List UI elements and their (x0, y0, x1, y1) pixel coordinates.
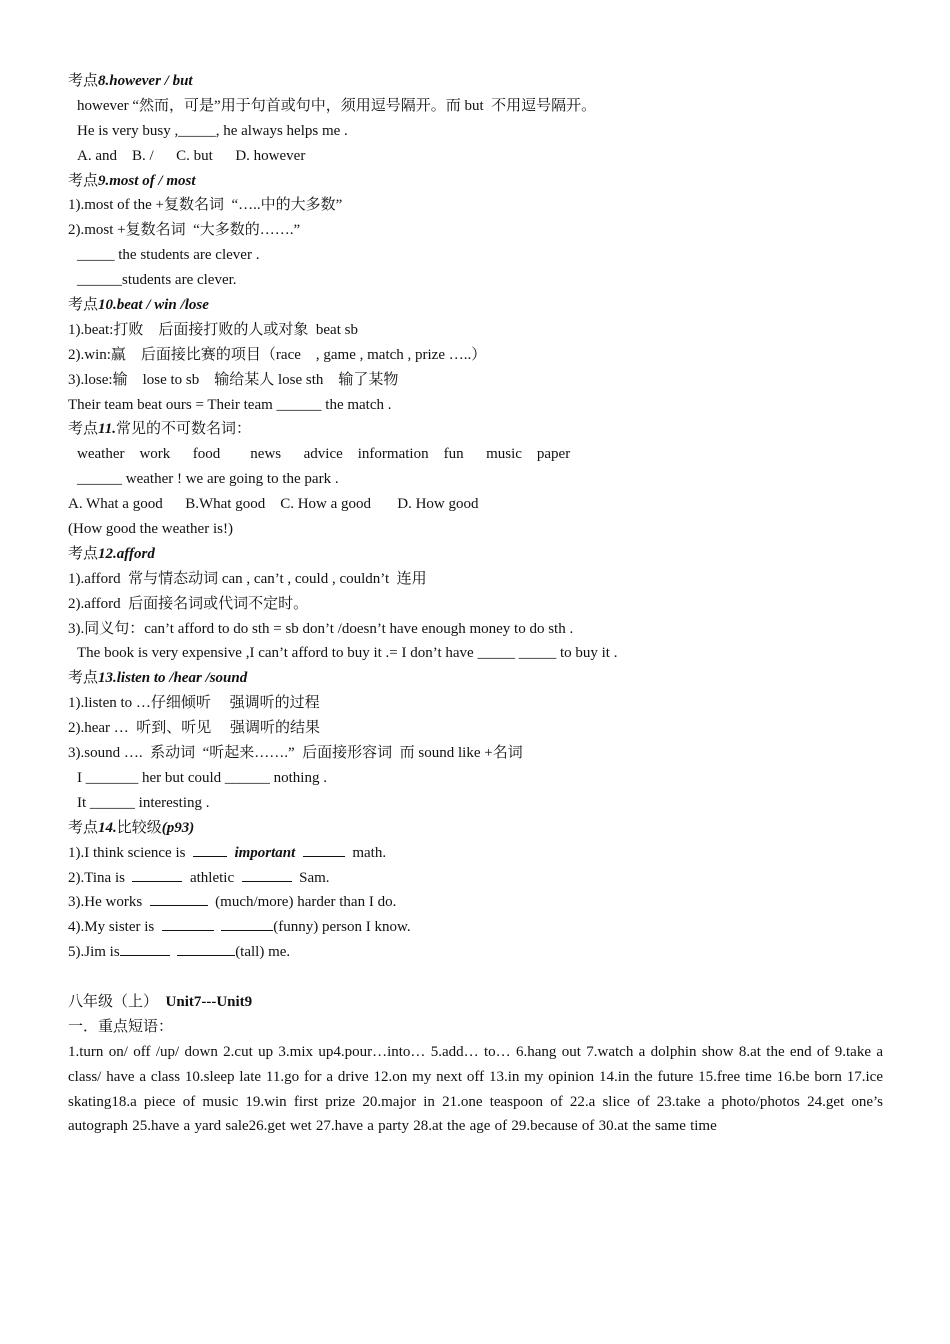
exercise-line (68, 915, 883, 940)
section-heading-14 (68, 816, 883, 841)
exercise-text: (funny) person I know. (273, 919, 411, 936)
section-heading-9 (68, 169, 883, 194)
unit-subheading: 一．重点短语： (68, 1018, 174, 1035)
exercise-line (68, 890, 883, 915)
exercise-line (68, 841, 883, 866)
heading-number: 14. (98, 819, 117, 836)
unit-grade: 八年级（上） (68, 993, 159, 1010)
unit-title (68, 990, 883, 1015)
blank-line (162, 916, 214, 931)
exercise-line: The book is very expensive ,I can’t afford to buy it .= I don’t have _____ _____ to buy it . (77, 645, 618, 662)
blank-line (193, 842, 227, 857)
text-line: 1).listen to …仔细倾听 强调听的过程 (68, 695, 320, 712)
choices-line: A. What a good B.What good C. How a good D. How good (68, 496, 479, 513)
exercise-line: I _______ her but could ______ nothing . (77, 769, 327, 786)
heading-topic: 比较级 (116, 819, 162, 836)
exercise-text: 2).Tina is (68, 869, 125, 886)
exercise-keyword: important (234, 844, 296, 861)
text-line: 1).most of the +复数名词 “…..中的大多数” (68, 197, 343, 214)
exercise-line: It ______ interesting . (77, 794, 210, 811)
exercise-line: Their team beat ours = Their team ______ the match . (68, 396, 392, 413)
heading-prefix: 考点 (68, 545, 99, 562)
exercise-text: (tall) me. (235, 944, 291, 961)
text-line: 2).afford 后面接名词或代词不定时。 (68, 595, 309, 612)
heading-topic: 9.most of / most (98, 172, 196, 189)
text-line: 3).同义句：can’t afford to do sth = sb don’t /doesn’t have enough money to do sth . (68, 620, 574, 637)
text-line: 2).most +复数名词 “大多数的…….” (68, 222, 301, 239)
blank-line (303, 842, 345, 857)
text-line: 3).sound …. 系动词 “听起来…….” 后面接形容词 而 sound like +名词 (68, 745, 523, 762)
heading-prefix: 考点 (68, 670, 99, 687)
heading-topic: 13.listen to /hear /sound (98, 670, 248, 687)
exercise-line (68, 940, 883, 965)
heading-topic: 8.however / but (98, 73, 193, 89)
exercise-text: (much/more) harder than I do. (215, 894, 397, 911)
blank-line (150, 891, 208, 906)
choices-line: A. and B. / C. but D. however (77, 147, 306, 164)
heading-prefix: 考点 (68, 421, 99, 438)
section-heading-8 (68, 69, 883, 94)
blank-line (132, 867, 182, 882)
word-list-line: weather work food news advice information fun music paper (77, 446, 571, 463)
section-heading-12 (68, 542, 883, 567)
heading-prefix: 考点 (68, 172, 99, 189)
blank-line (242, 867, 292, 882)
exercise-text: math. (352, 844, 387, 861)
exercise-line: ______students are clever. (77, 272, 237, 289)
text-line: 3).lose:输 lose to sb 输给某人 lose sth 输了某物 (68, 371, 399, 388)
exercise-line: He is very busy ,_____, he always helps me . (77, 122, 348, 139)
blank-line (120, 941, 170, 956)
exercise-line: ______ weather ! we are going to the park . (77, 471, 339, 488)
text-line: however “然而，可是”用于句首或句中，须用逗号隔开。而 but 不用逗号隔开。 (77, 97, 597, 114)
answer-line: (How good the weather is!) (68, 521, 233, 538)
exercise-line: _____ the students are clever . (77, 247, 260, 264)
exercise-text: 4).My sister is (68, 919, 155, 936)
text-line: 2).win:赢 后面接比赛的项目（race , game , match , prize …..） (68, 346, 487, 363)
heading-topic: 12.afford (98, 545, 155, 562)
heading-prefix: 考点 (68, 73, 99, 89)
heading-topic: 常见的不可数名词： (115, 421, 251, 438)
section-heading-13 (68, 666, 883, 691)
document-page (68, 69, 883, 1139)
text-line: 1).beat:打败 后面接打败的人或对象 beat sb (68, 321, 358, 338)
exercise-text: athletic (189, 869, 235, 886)
heading-number: 11. (98, 421, 116, 438)
section-heading-11 (68, 417, 883, 442)
heading-prefix: 考点 (68, 819, 99, 836)
unit-range: Unit7---Unit9 (165, 993, 253, 1010)
exercise-text: Sam. (299, 869, 330, 886)
spacer (68, 965, 883, 990)
blank-line (221, 916, 273, 931)
exercise-line (68, 866, 883, 891)
exercise-text: 3).He works (68, 894, 143, 911)
phrase-list-paragraph: 1.turn on/ off /up/ down 2.cut up 3.mix up4.pour…into… 5.add… to… 6.hang out 7.watch a dolphin show 8.at the end of 9.take a class/ have a class 10.sleep late 11.go for a drive 12.on my next off 13.in my opinion 14.in the future 15.free time 16.be born 17.ice skating18.a piece of music 19.win first prize 20.major in 21.one teaspoon of 22.a slice of 23.take a photo/photos 24.get one’s autograph 25.have a yard sale26.get wet 27.have a party 28.at the age of 29.because of 30.at the same time (68, 1043, 883, 1135)
blank-line (177, 941, 235, 956)
heading-page-ref: (p93) (161, 819, 195, 836)
section-heading-10 (68, 293, 883, 318)
heading-topic: 10.beat / win /lose (98, 297, 209, 314)
exercise-text: 1).I think science is (68, 844, 186, 861)
heading-prefix: 考点 (68, 297, 99, 314)
exercise-text: 5).Jim is (68, 944, 120, 961)
text-line: 2).hear … 听到、听见 强调听的结果 (68, 720, 321, 737)
text-line: 1).afford 常与情态动词 can , can’t , could , couldn’t 连用 (68, 570, 427, 587)
